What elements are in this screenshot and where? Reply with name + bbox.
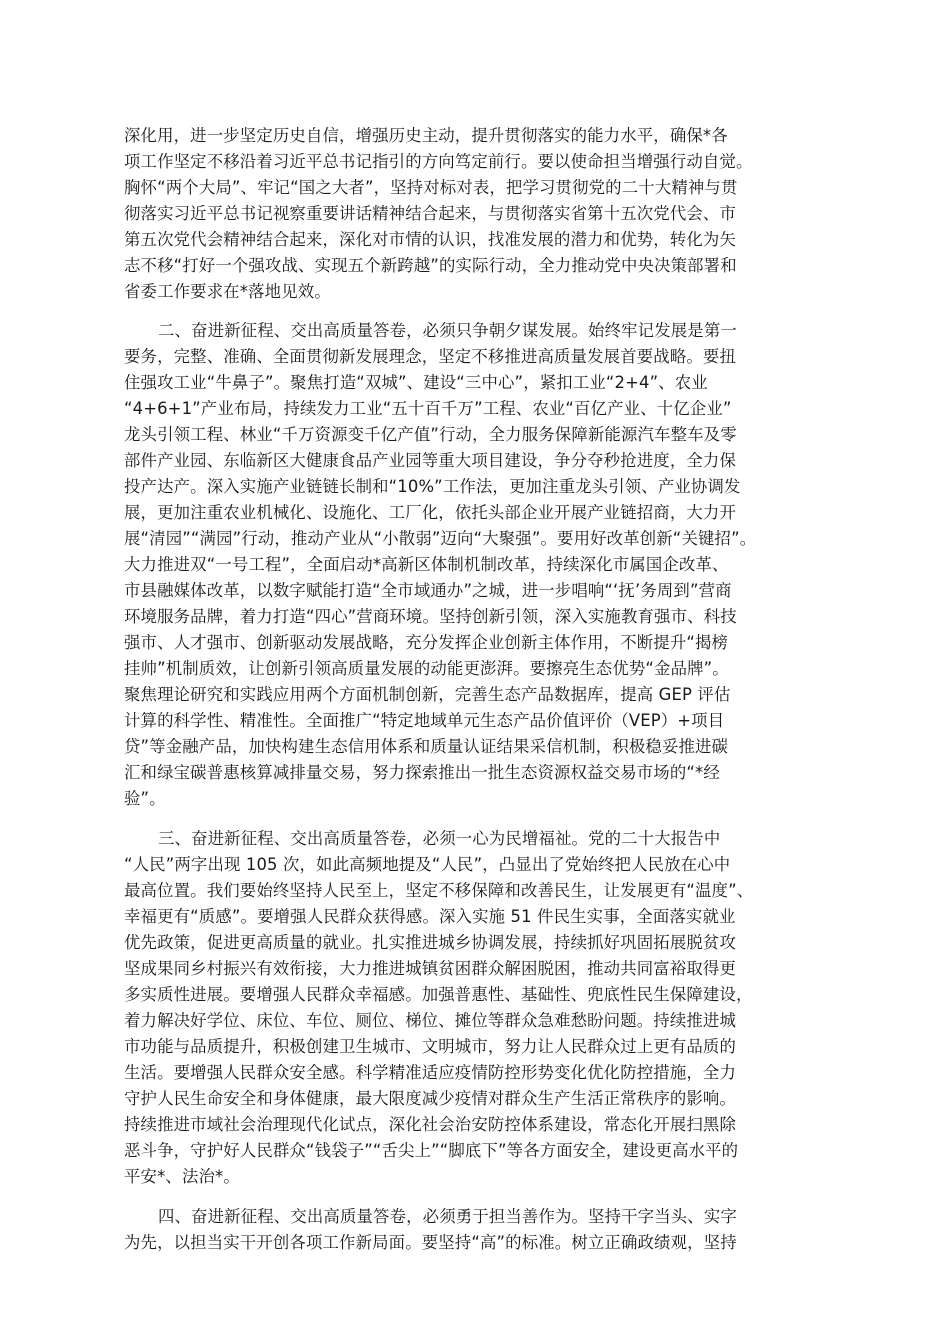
text-line: 深化用，进一步坚定历史自信，增强历史主动，提升贯彻落实的能力水平，确保*各 — [124, 126, 728, 145]
text-line: 恶斗争，守护好人民群众“钱袋子”“舌尖上”“脚底下”等各方面安全，建设更高水平的 — [124, 1141, 739, 1160]
text-line: 守护人民生命安全和身体健康，最大限度减少疫情对群众生产生活正常秩序的影响。 — [124, 1089, 737, 1108]
text-line: 展“清园”“满园”行动，推动产业从“小散弱”迈向“大聚强”。要用好改革创新“关键招”。 — [124, 529, 757, 548]
text-line: 部件产业园、东临新区大健康食品产业园等重大项目建设，争分夺秒抢进度，全力保 — [124, 451, 737, 470]
text-line: 要务，完整、准确、全面贯彻新发展理念，坚定不移推进高质量发展首要战略。要扭 — [124, 347, 737, 366]
text-line: 汇和绿宝碳普惠核算减排量交易，努力探索推出一批生态资源权益交易市场的“*经 — [124, 763, 720, 782]
text-line: 龙头引领工程、林业“千万资源变千亿产值”行动，全力服务保障新能源汽车整车及零 — [124, 425, 737, 444]
text-line: 彻落实习近平总书记视察重要讲话精神结合起来，与贯彻落实省第十五次党代会、市 — [124, 204, 737, 223]
text-line: 最高位置。我们要始终坚持人民至上，坚定不移保障和改善民生，让发展更有“温度”、 — [124, 881, 754, 900]
text-line: 着力解决好学位、床位、车位、厕位、梯位、摊位等群众急难愁盼问题。持续推进城 — [124, 1011, 737, 1030]
text-line: “人民”两字出现 105 次，如此高频地提及“人民”，凸显出了党始终把人民放在心中 — [124, 855, 731, 874]
text-line: 三、奋进新征程、交出高质量答卷，必须一心为民增福祉。党的二十大报告中 — [158, 829, 721, 848]
text-line: 第五次党代会精神结合起来，深化对市情的认识，找准发展的潜力和优势，转化为矢 — [124, 230, 737, 249]
text-line: 坚成果同乡村振兴有效衔接，大力推进城镇贫困群众解困脱困，推动共同富裕取得更 — [124, 959, 737, 978]
text-line: 市县融媒体改革，以数字赋能打造“全市域通办”之城，进一步唱响“‘抚’务周到”营商 — [124, 581, 732, 600]
text-line: 贷”等金融产品，加快构建生态信用体系和质量认证结果采信机制，积极稳妥推进碳 — [124, 737, 729, 756]
text-line: 挂帅”机制质效，让创新引领高质量发展的动能更澎湃。要擦亮生态优势“金品牌”。 — [124, 659, 729, 678]
text-line: 计算的科学性、精准性。全面推广“特定地域单元生态产品价值评价（VEP）+项目 — [124, 711, 725, 730]
text-line: 持续推进市域社会治理现代化试点，深化社会治安防控体系建设，常态化开展扫黑除 — [124, 1115, 737, 1134]
text-line: 多实质性进展。要增强人民群众幸福感。加强普惠性、基础性、兜底性民生保障建设， — [124, 985, 753, 1004]
text-line: 项工作坚定不移沿着习近平总书记指引的方向笃定前行。要以使命担当增强行动自觉。 — [124, 152, 753, 171]
text-line: 省委工作要求在*落地见效。 — [124, 282, 331, 301]
text-line: 市功能与品质提升，积极创建卫生城市、文明城市，努力让人民群众过上更有品质的 — [124, 1037, 737, 1056]
text-line: 为先，以担当实干开创各项工作新局面。要坚持“高”的标准。树立正确政绩观，坚持 — [124, 1233, 737, 1252]
text-line: 展，更加注重农业机械化、设施化、工厂化，依托头部企业开展产业链招商，大力开 — [124, 503, 737, 522]
text-line: 投产达产。深入实施产业链链长制和“10%”工作法，更加注重龙头引领、产业协调发 — [124, 477, 741, 496]
text-line: “4+6+1”产业布局，持续发力工业“五十百千万”工程、农业“百亿产业、十亿企业” — [124, 399, 732, 418]
text-line: 四、奋进新征程、交出高质量答卷，必须勇于担当善作为。坚持干字当头、实字 — [158, 1207, 737, 1226]
text-line: 住强攻工业“牛鼻子”。聚焦打造“双城”、建设“三中心”，紧扣工业“2+4”、农业 — [124, 373, 708, 392]
text-line: 平安*、法治*。 — [124, 1167, 240, 1186]
text-line: 强市、人才强市、创新驱动发展战略，充分发挥企业创新主体作用，不断提升“揭榜 — [124, 633, 729, 652]
text-line: 优先政策，促进更高质量的就业。扎实推进城乡协调发展，持续抓好巩固拓展脱贫攻 — [124, 933, 737, 952]
text-line: 二、奋进新征程、交出高质量答卷，必须只争朝夕谋发展。始终牢记发展是第一 — [158, 321, 737, 340]
text-line: 验”。 — [124, 789, 166, 808]
text-line: 胸怀“两个大局”、牢记“国之大者”，坚持对标对表，把学习贯彻党的二十大精神与贯 — [124, 178, 738, 197]
text-line: 聚焦理论研究和实践应用两个方面机制创新，完善生态产品数据库，提高 GEP 评估 — [124, 685, 731, 704]
text-line: 大力推进双“一号工程”，全面启动*高新区体制机制改革，持续深化市属国企改革、 — [124, 555, 729, 574]
text-line: 环境服务品牌，着力打造“四心”营商环境。坚持创新引领，深入实施教育强市、科技 — [124, 607, 737, 626]
text-line: 生活。要增强人民群众安全感。科学精准适应疫情防控形势变化优化防控措施，全力 — [124, 1063, 737, 1082]
text-line: 志不移“打好一个强攻战、实现五个新跨越”的实际行动，全力推动党中央决策部署和 — [124, 256, 737, 275]
text-line: 幸福更有“质感”。要增强人民群众获得感。深入实施 51 件民生实事，全面落实就业 — [124, 907, 736, 926]
